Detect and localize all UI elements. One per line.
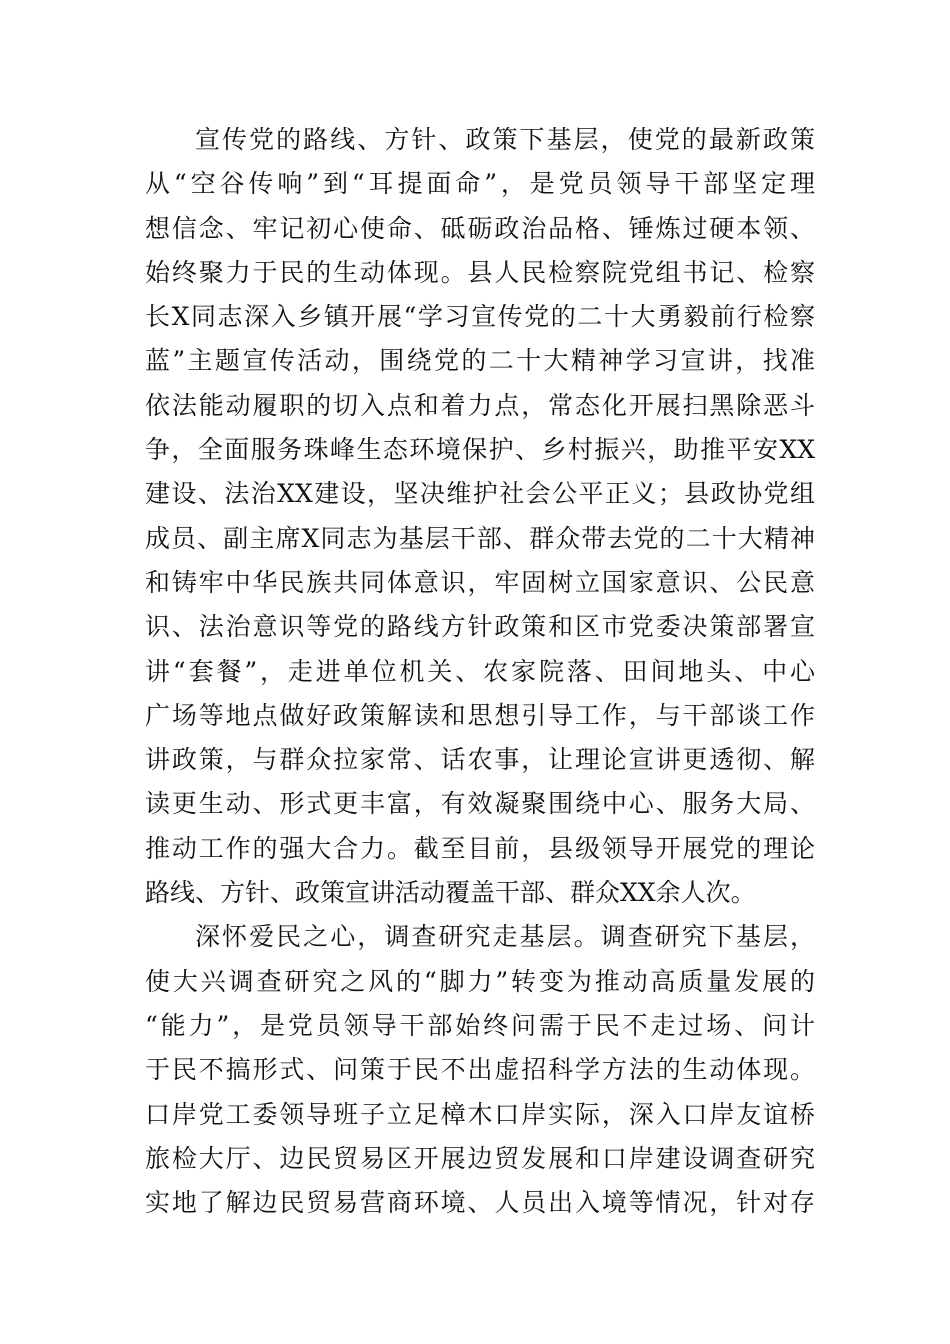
paragraph-line: 深怀爱民之心，调查研究走基层。调查研究下基层， [195, 922, 815, 952]
paragraph-line: 从“空谷传响”到“耳提面命”，是党员领导干部坚定理 [145, 169, 815, 199]
paragraph-line: 推动工作的强大合力。截至目前，县级领导开展党的理论 [145, 833, 815, 863]
paragraph-line: 路线、方针、政策宣讲活动覆盖干部、群众XX余人次。 [145, 878, 756, 908]
paragraph-1 [145, 118, 815, 915]
paragraph-line: 于民不搞形式、问策于民不出虚招科学方法的生动体现。 [145, 1055, 815, 1085]
paragraph-line: 争，全面服务珠峰生态环境保护、乡村振兴，助推平安XX [145, 435, 815, 465]
paragraph-line: 蓝”主题宣传活动，围绕党的二十大精神学习宣讲，找准 [145, 346, 815, 376]
paragraph-line: 建设、法治XX建设，坚决维护社会公平正义；县政协党组 [145, 479, 815, 509]
paragraph-line: 成员、副主席X同志为基层干部、群众带去党的二十大精神 [145, 523, 815, 553]
paragraph-line: 读更生动、形式更丰富，有效凝聚围绕中心、服务大局、 [145, 789, 815, 819]
paragraph-line: 实地了解边民贸易营商环境、人员出入境等情况，针对存 [145, 1188, 815, 1218]
paragraph-line: 讲“套餐”，走进单位机关、农家院落、田间地头、中心 [145, 656, 815, 686]
paragraph-line: 广场等地点做好政策解读和思想引导工作，与干部谈工作 [145, 700, 815, 730]
paragraph-2 [145, 915, 815, 1225]
paragraph-line: 口岸党工委领导班子立足樟木口岸实际，深入口岸友谊桥 [145, 1099, 815, 1129]
paragraph-line: 讲政策，与群众拉家常、话农事，让理论宣讲更透彻、解 [145, 745, 815, 775]
paragraph-line: “能力”，是党员领导干部始终问需于民不走过场、问计 [145, 1010, 815, 1040]
paragraph-line: 长X同志深入乡镇开展“学习宣传党的二十大勇毅前行检察 [145, 302, 815, 332]
document-body [145, 118, 815, 1225]
paragraph-line: 始终聚力于民的生动体现。县人民检察院党组书记、检察 [145, 257, 815, 287]
paragraph-line: 想信念、牢记初心使命、砥砺政治品格、锤炼过硬本领、 [145, 213, 815, 243]
paragraph-line: 宣传党的路线、方针、政策下基层，使党的最新政策 [195, 125, 815, 154]
paragraph-line: 识、法治意识等党的路线方针政策和区市党委决策部署宣 [145, 612, 815, 642]
paragraph-line: 使大兴调查研究之风的“脚力”转变为推动高质量发展的 [145, 966, 815, 996]
paragraph-line: 和铸牢中华民族共同体意识，牢固树立国家意识、公民意 [145, 567, 815, 597]
paragraph-line: 依法能动履职的切入点和着力点，常态化开展扫黑除恶斗 [145, 390, 815, 420]
paragraph-line: 旅检大厅、边民贸易区开展边贸发展和口岸建设调查研究 [145, 1143, 815, 1173]
